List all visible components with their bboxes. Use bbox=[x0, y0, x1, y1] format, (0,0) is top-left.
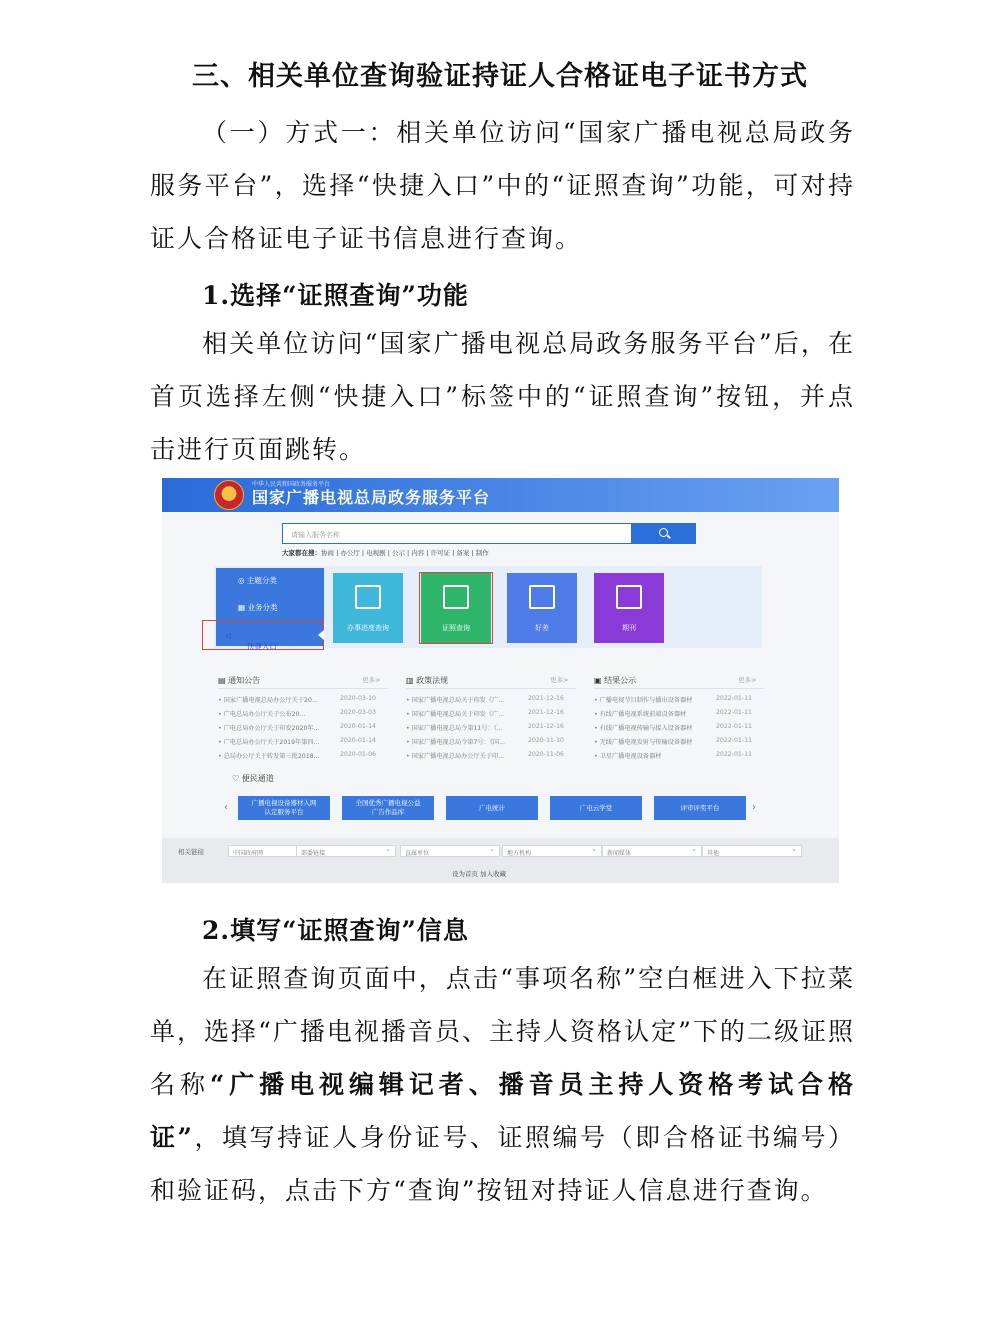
tile-rating[interactable]: 好差 bbox=[507, 573, 577, 643]
bianmin-button[interactable]: 全国优秀广播电视公益 广告作品库 bbox=[342, 796, 434, 820]
select-local[interactable]: 地方机构 ⌄ bbox=[502, 845, 602, 857]
select-other[interactable]: 其他 ⌄ bbox=[702, 845, 802, 857]
list-item-date: 2022-01-11 bbox=[716, 723, 752, 730]
list-item[interactable] bbox=[406, 709, 564, 718]
list-item[interactable] bbox=[594, 751, 752, 760]
certificate-name: “广播电视编辑记者、播音员主持人资格考试合格证” bbox=[150, 1070, 855, 1152]
list-item[interactable] bbox=[594, 709, 752, 718]
platform-title: 国家广播电视总局政务服务平台 bbox=[252, 488, 491, 507]
national-emblem-icon bbox=[214, 480, 244, 510]
hot-search-links[interactable]: 协商 | 办公厅 | 电视剧 | 公示 | 内容 | 许可证 | 备案 | 制作 bbox=[321, 549, 489, 557]
list-item-date: 2021-12-16 bbox=[528, 723, 564, 730]
sidebar-item-quick-entry[interactable]: ◁ 快捷入口 bbox=[202, 620, 324, 650]
step2-paragraph: 在证照查询页面中，点击“事项名称”空白框进入下拉菜单，选择“广播电视播音员、主持人资格认定”下的二级证照名称“广播电视编辑记者、播音员主持人资格考试合格证”，填写持证人身份证号、证照编号（即合格证书编号）和验证码，点击下方“查询”按钮对持证人信息进行查询。 bbox=[150, 964, 855, 1205]
hot-search bbox=[282, 548, 489, 557]
more-link[interactable]: 更多> bbox=[738, 676, 757, 684]
divider bbox=[218, 688, 388, 689]
list-item-date: 2022-01-11 bbox=[716, 737, 752, 744]
platform-header bbox=[162, 478, 839, 512]
list-item-title: • 国家广播电视总局令第7号：《国... bbox=[406, 739, 505, 746]
journal-icon bbox=[616, 585, 642, 609]
platform-subtitle: 中华人民共和国政务服务平台 bbox=[252, 481, 331, 488]
list-item-date: 2020-03-03 bbox=[340, 709, 376, 716]
list-item[interactable] bbox=[218, 737, 376, 746]
divider bbox=[594, 688, 764, 689]
list-item-date: 2021-12-16 bbox=[528, 709, 564, 716]
column-title-policies: ▥ 政策法规 bbox=[406, 676, 449, 685]
step1-title: 1.选择“证照查询”功能 bbox=[202, 281, 469, 310]
list-item-date: 2020-01-06 bbox=[340, 751, 376, 758]
list-item-date: 2020-01-14 bbox=[340, 737, 376, 744]
divider bbox=[406, 688, 576, 689]
step2-title: 2.填写“证照查询”信息 bbox=[202, 916, 469, 945]
select-ministries[interactable]: 部委链接 ⌄ bbox=[296, 845, 396, 857]
platform-screenshot bbox=[162, 478, 839, 883]
list-item[interactable] bbox=[594, 723, 752, 732]
select-direct-units[interactable]: 直属单位 ⌄ bbox=[400, 845, 500, 857]
list-item-title: • 总局办公厅关于转发第三批2018... bbox=[218, 753, 320, 760]
list-item-title: • 国家广播电视总局关于印发《广... bbox=[406, 697, 505, 704]
list-item-date: 2022-01-11 bbox=[716, 709, 752, 716]
list-item-date: 2021-12-16 bbox=[528, 695, 564, 702]
list-item-title: • 广播电视节目制作与播出设备器材 bbox=[594, 697, 693, 704]
list-item[interactable] bbox=[406, 737, 564, 746]
list-item[interactable] bbox=[406, 723, 564, 732]
bianmin-title: ♡ 便民通道 bbox=[232, 774, 274, 783]
select-media[interactable]: 新闻媒体 ⌄ bbox=[602, 845, 702, 857]
search-input[interactable]: 请输入服务名称 bbox=[282, 523, 632, 544]
list-item-title: • 国家广播电视总局办公厅关于印... bbox=[406, 753, 505, 760]
bianmin-button[interactable]: 广播电视设备器材入网 认定服务平台 bbox=[238, 796, 330, 820]
chevron-right-icon[interactable]: › bbox=[752, 802, 756, 813]
list-item[interactable] bbox=[218, 751, 376, 760]
bianmin-button[interactable]: 广电统计 bbox=[446, 796, 538, 820]
list-search-icon bbox=[355, 585, 381, 609]
hot-search-label: 大家都在搜： bbox=[282, 549, 321, 557]
list-item[interactable] bbox=[406, 695, 564, 704]
search-button[interactable] bbox=[632, 523, 696, 544]
list-item-title: • 卫星广播电视设备器材 bbox=[594, 753, 662, 760]
list-item-title: • 国家广播电视总局令第11号：《... bbox=[406, 725, 503, 732]
list-item-title: • 无线广播电视发射与传输设备器材 bbox=[594, 739, 693, 746]
list-item-title: • 广电总局办公厅关于印发2020年... bbox=[218, 725, 320, 732]
list-item-date: 2020-11-10 bbox=[528, 737, 564, 744]
list-item-date: 2022-01-11 bbox=[716, 751, 752, 758]
list-item-date: 2020-01-14 bbox=[340, 723, 376, 730]
step1-paragraph: 相关单位访问“国家广播电视总局政务服务平台”后，在首页选择左侧“快捷入口”标签中的“证照查询”按钮，并点击进行页面跳转。 bbox=[150, 329, 855, 464]
select-gov[interactable]: 中国政府网 ⌄ bbox=[228, 845, 328, 857]
active-pointer-icon bbox=[318, 630, 324, 640]
method-one-paragraph: （一）方式一：相关单位访问“国家广播电视总局政务服务平台”，选择“快捷入口”中的“证照查询”功能，可对持证人合格证电子证书信息进行查询。 bbox=[150, 118, 855, 253]
section-heading: 三、相关单位查询验证持证人合格证电子证书方式 bbox=[192, 61, 808, 92]
list-item[interactable] bbox=[406, 751, 564, 760]
bianmin-button[interactable]: 评审评奖平台 bbox=[654, 796, 746, 820]
search-icon bbox=[659, 528, 668, 537]
more-link[interactable]: 更多> bbox=[362, 676, 381, 684]
tile-progress-query[interactable]: 办事进度查询 bbox=[333, 573, 403, 643]
list-item-title: • 国家广播电视总局关于印发《广... bbox=[406, 711, 505, 718]
document-icon bbox=[529, 585, 555, 609]
bianmin-button[interactable]: 广电云学堂 bbox=[550, 796, 642, 820]
list-item-title: • 有线广播电视系统前端设备器材 bbox=[594, 711, 687, 718]
list-item[interactable] bbox=[218, 723, 376, 732]
list-item[interactable] bbox=[218, 709, 376, 718]
list-item-date: 2022-01-11 bbox=[716, 695, 752, 702]
list-item-title: • 广电总局办公厅关于公布20... bbox=[218, 711, 306, 718]
column-title-notices: ▤ 通知公告 bbox=[218, 676, 261, 685]
platform-footer bbox=[162, 838, 839, 883]
list-item[interactable] bbox=[218, 695, 376, 704]
list-item[interactable] bbox=[594, 695, 752, 704]
chevron-left-icon[interactable]: ‹ bbox=[224, 802, 228, 813]
list-item-title: • 国家广播电视总局办公厅关于20... bbox=[218, 697, 318, 704]
list-item-title: • 广电总局办公厅关于2019年第四... bbox=[218, 739, 320, 746]
license-query-highlight bbox=[419, 572, 493, 644]
column-title-results: ▣ 结果公示 bbox=[594, 676, 637, 685]
list-item-date: 2020-11-06 bbox=[528, 751, 564, 758]
related-links-label: 相关链接 bbox=[178, 848, 204, 856]
list-item[interactable] bbox=[594, 737, 752, 746]
list-item-date: 2020-03-10 bbox=[340, 695, 376, 702]
more-link[interactable]: 更多> bbox=[550, 676, 569, 684]
tile-journal[interactable]: 期刊 bbox=[594, 573, 664, 643]
list-item-title: • 有线广播电视传输与接入设备器材 bbox=[594, 725, 693, 732]
sidebar-item-business[interactable]: ▦ 业务分类 bbox=[238, 603, 278, 612]
tile-license-query[interactable]: 证照查询 bbox=[421, 573, 491, 643]
sidebar-item-theme[interactable]: ◎ 主题分类 bbox=[238, 576, 277, 585]
footer-links[interactable]: 设为首页 加入收藏 bbox=[452, 870, 507, 878]
